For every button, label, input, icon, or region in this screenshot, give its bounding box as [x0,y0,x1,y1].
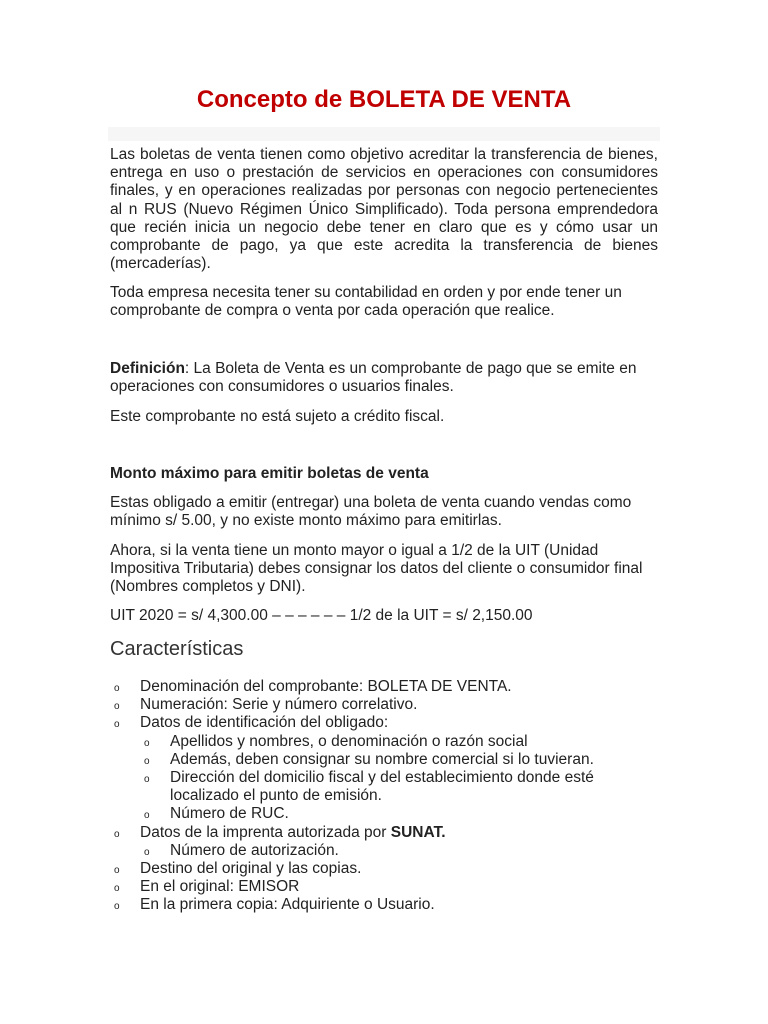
bullet-icon: o [144,810,150,822]
list-item-text: Número de RUC. [170,805,289,823]
sub-list-item [144,805,674,823]
minimum-amount-paragraph: Estas obligado a emitir (entregar) una boleta de venta cuando vendas como mínimo s/ 5.00, y no existe monto máximo para emitirlas. [110,494,632,530]
bullet-icon: o [114,901,120,913]
sunat-label: SUNAT. [390,823,446,841]
page-title: Concepto de BOLETA DE VENTA [196,86,572,113]
list-item [114,878,674,896]
section-heading-caracteristicas: Características [110,638,244,660]
list-item [114,824,674,842]
list-item-text: Numeración: Serie y número correlativo. [140,696,418,714]
definition-paragraph [110,360,658,396]
sub-list-item [144,751,674,769]
list-item [114,696,674,714]
bullet-icon: o [144,755,150,767]
definition-text: : La Boleta de Venta es un comprobante de pago que se emite en operaciones con consumidores o usuarios finales. [110,360,637,396]
list-item [114,860,674,878]
bullet-icon: o [114,719,120,731]
list-item-text: Destino del original y las copias. [140,860,362,878]
accounting-paragraph: Toda empresa necesita tener su contabilidad en orden y por ende tener un comprobante de compra o venta por cada operación que realice. [110,284,622,320]
definition-label: Definición [110,360,185,377]
sub-list-item [144,769,674,805]
characteristics-list [114,678,674,915]
shaded-band [108,127,660,141]
uit-paragraph: Ahora, si la venta tiene un monto mayor o igual a 1/2 de la UIT (Unidad Impositiva Tributaria) debes consignar los datos del cliente o consumidor final (Nombres completos y DNI). [110,542,643,596]
uit-values-line: UIT 2020 = s/ 4,300.00 – – – – – – 1/2 de la UIT = s/ 2,150.00 [110,607,533,624]
list-item-text: En el original: EMISOR [140,878,300,896]
list-item-text: Datos de identificación del obligado: [140,714,389,732]
bullet-icon: o [144,846,150,858]
bullet-icon: o [144,774,150,786]
list-item-text: Apellidos y nombres, o denominación o razón social [170,732,528,750]
list-item-text: Datos de la imprenta autorizada por [140,823,391,841]
intro-paragraph: Las boletas de venta tienen como objetivo acreditar la transferencia de bienes, entrega en uso o prestación de servicios en operaciones con consumidores finales, y en operaciones realizadas por personas con negocio pertenecientes al n RUS (Nuevo Régimen Único Simplificado). Toda persona emprendedora que recién inicia un negocio debe tener en claro que es y cómo usar un comprobante de pago, ya que este acredita la transferencia de bienes (mercaderías). [110,146,658,273]
list-item [114,714,674,732]
sub-list-item [144,842,674,860]
list-item-text: Dirección del domicilio fiscal y del establecimiento donde esté localizado el punto de emisión. [170,769,594,805]
sub-list-item [144,733,674,751]
bullet-icon: o [114,683,120,694]
list-item-text: Además, deben consignar su nombre comercial si lo tuvieran. [170,750,594,768]
fiscal-credit-paragraph: Este comprobante no está sujeto a crédito fiscal. [110,408,445,425]
list-item-text: Denominación del comprobante: BOLETA DE VENTA. [140,678,512,695]
bullet-icon: o [144,737,150,749]
list-item-text: Número de autorización. [170,841,339,859]
bullet-icon: o [114,701,120,713]
list-item-text: En la primera copia: Adquiriente o Usuario. [140,896,435,914]
bullet-icon: o [114,828,120,840]
section-heading-monto: Monto máximo para emitir boletas de venta [110,465,429,482]
bullet-icon: o [114,865,120,877]
list-item [114,896,674,914]
list-item [114,678,674,696]
bullet-icon: o [114,883,120,895]
